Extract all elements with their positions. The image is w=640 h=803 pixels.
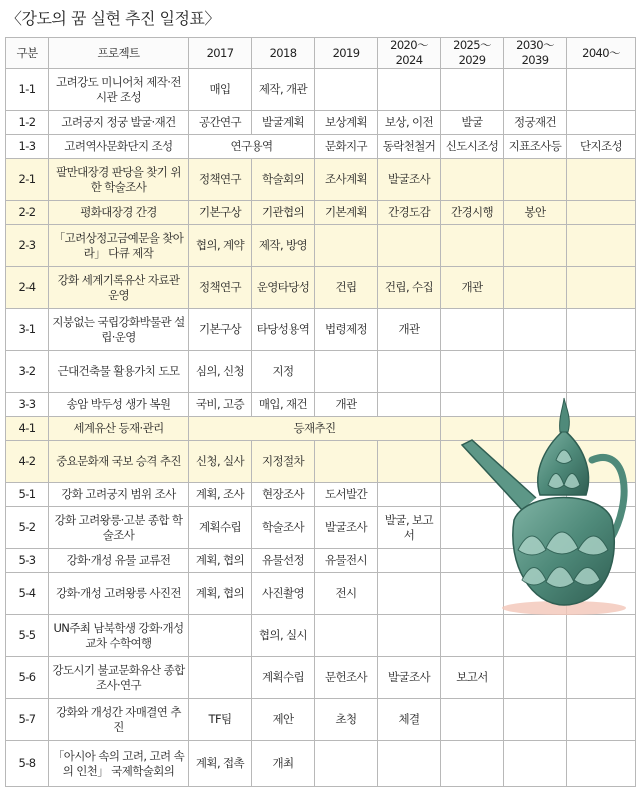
table-row xyxy=(6,111,636,135)
schedule-cell xyxy=(315,69,378,111)
table-row xyxy=(6,393,636,417)
schedule-cell: 기본구상 xyxy=(189,309,252,351)
header-cell: 2040～ xyxy=(567,38,636,69)
project-name: 강화와 개성간 자매결연 추진 xyxy=(49,699,189,741)
schedule-cell xyxy=(315,225,378,267)
schedule-cell: 문헌조사 xyxy=(315,657,378,699)
schedule-cell xyxy=(441,507,504,549)
schedule-cell: 발굴조사 xyxy=(315,507,378,549)
spanning-cell: 연구용역 xyxy=(189,135,315,159)
schedule-cell xyxy=(441,615,504,657)
schedule-cell xyxy=(378,615,441,657)
schedule-cell xyxy=(315,615,378,657)
schedule-cell: 정책연구 xyxy=(189,159,252,201)
schedule-cell: 개관 xyxy=(315,393,378,417)
header-cell: 2025～2029 xyxy=(441,38,504,69)
schedule-cell: 기본계획 xyxy=(315,201,378,225)
header-cell: 프로젝트 xyxy=(49,38,189,69)
schedule-cell xyxy=(567,351,636,393)
schedule-cell xyxy=(504,615,567,657)
schedule-cell xyxy=(441,573,504,615)
project-name: 세계유산 등재·관리 xyxy=(49,417,189,441)
table-row xyxy=(6,741,636,787)
schedule-cell: 심의, 신청 xyxy=(189,351,252,393)
project-name: 중요문화재 국보 승격 추진 xyxy=(49,441,189,483)
table-row xyxy=(6,309,636,351)
schedule-cell: 보상계획 xyxy=(315,111,378,135)
project-name: 강화 고려왕릉·고분 종합 학술조사 xyxy=(49,507,189,549)
project-name: 팔만대장경 판당을 찾기 위한 학술조사 xyxy=(49,159,189,201)
schedule-cell xyxy=(189,615,252,657)
schedule-cell: 초청 xyxy=(315,699,378,741)
row-id: 5-7 xyxy=(6,699,49,741)
project-name: 강도시기 불교문화유산 종합 조사·연구 xyxy=(49,657,189,699)
project-name: 강화 고려궁지 범위 조사 xyxy=(49,483,189,507)
schedule-cell: 운영타당성 xyxy=(252,267,315,309)
schedule-cell xyxy=(567,111,636,135)
table-row xyxy=(6,657,636,699)
schedule-cell xyxy=(441,225,504,267)
schedule-cell xyxy=(378,393,441,417)
row-id: 5-6 xyxy=(6,657,49,699)
schedule-cell xyxy=(567,267,636,309)
schedule-cell xyxy=(504,549,567,573)
schedule-cell: 유물선정 xyxy=(252,549,315,573)
schedule-cell: 조사계획 xyxy=(315,159,378,201)
table-row xyxy=(6,159,636,201)
schedule-cell xyxy=(441,159,504,201)
schedule-cell xyxy=(504,351,567,393)
header-cell: 구분 xyxy=(6,38,49,69)
table-row xyxy=(6,135,636,159)
schedule-cell: 체결 xyxy=(378,699,441,741)
schedule-cell: 전시 xyxy=(315,573,378,615)
schedule-cell: 제작, 개관 xyxy=(252,69,315,111)
schedule-cell xyxy=(567,483,636,507)
schedule-cell xyxy=(441,69,504,111)
schedule-cell: TF팀 xyxy=(189,699,252,741)
schedule-cell xyxy=(567,159,636,201)
schedule-cell xyxy=(504,417,567,441)
schedule-cell: 학술조사 xyxy=(252,507,315,549)
schedule-cell xyxy=(567,699,636,741)
schedule-cell xyxy=(504,657,567,699)
schedule-cell: 발굴 xyxy=(441,111,504,135)
schedule-cell: 건립, 수집 xyxy=(378,267,441,309)
row-id: 4-1 xyxy=(6,417,49,441)
project-name: 평화대장경 간경 xyxy=(49,201,189,225)
schedule-cell: 동락천철거 xyxy=(378,135,441,159)
row-id: 1-2 xyxy=(6,111,49,135)
row-id: 5-2 xyxy=(6,507,49,549)
project-name: UN주최 남북학생 강화·개성 교차 수학여행 xyxy=(49,615,189,657)
schedule-cell: 제안 xyxy=(252,699,315,741)
schedule-cell: 매입 xyxy=(189,69,252,111)
row-id: 2-3 xyxy=(6,225,49,267)
schedule-cell xyxy=(315,741,378,787)
schedule-cell: 봉안 xyxy=(504,201,567,225)
row-id: 2-1 xyxy=(6,159,49,201)
schedule-cell: 간경시행 xyxy=(441,201,504,225)
schedule-cell: 법령제정 xyxy=(315,309,378,351)
header-cell: 2018 xyxy=(252,38,315,69)
schedule-cell: 매입, 재건 xyxy=(252,393,315,417)
schedule-cell: 사진촬영 xyxy=(252,573,315,615)
schedule-cell: 문화지구 xyxy=(315,135,378,159)
schedule-cell xyxy=(504,507,567,549)
schedule-cell: 학술회의 xyxy=(252,159,315,201)
row-id: 5-5 xyxy=(6,615,49,657)
schedule-cell: 계획수립 xyxy=(189,507,252,549)
project-name: 근대건축물 활용가치 도모 xyxy=(49,351,189,393)
table-row xyxy=(6,615,636,657)
table-row xyxy=(6,483,636,507)
schedule-cell: 건립 xyxy=(315,267,378,309)
schedule-cell xyxy=(441,393,504,417)
schedule-cell xyxy=(441,309,504,351)
table-row xyxy=(6,225,636,267)
table-row xyxy=(6,267,636,309)
schedule-cell: 개최 xyxy=(252,741,315,787)
schedule-cell xyxy=(504,573,567,615)
schedule-table xyxy=(5,37,636,787)
schedule-cell xyxy=(504,159,567,201)
schedule-cell xyxy=(567,201,636,225)
schedule-cell xyxy=(378,483,441,507)
schedule-cell xyxy=(504,69,567,111)
project-name: 강화 세계기록유산 자료관 운영 xyxy=(49,267,189,309)
schedule-cell: 유물전시 xyxy=(315,549,378,573)
schedule-cell xyxy=(567,225,636,267)
schedule-cell xyxy=(504,699,567,741)
schedule-cell xyxy=(378,225,441,267)
schedule-cell xyxy=(567,309,636,351)
row-id: 3-1 xyxy=(6,309,49,351)
schedule-cell xyxy=(504,225,567,267)
row-id: 4-2 xyxy=(6,441,49,483)
project-name: 고려강도 미니어처 제작·전시관 조성 xyxy=(49,69,189,111)
schedule-cell xyxy=(567,441,636,483)
schedule-cell: 정책연구 xyxy=(189,267,252,309)
schedule-cell: 계획, 협의 xyxy=(189,573,252,615)
schedule-cell: 계획수립 xyxy=(252,657,315,699)
header-row xyxy=(6,38,636,69)
schedule-cell: 도서발간 xyxy=(315,483,378,507)
schedule-cell xyxy=(567,573,636,615)
table-row xyxy=(6,417,636,441)
spanning-cell: 등재추진 xyxy=(189,417,441,441)
schedule-cell: 계획, 협의 xyxy=(189,549,252,573)
schedule-cell: 공간연구 xyxy=(189,111,252,135)
schedule-cell xyxy=(378,741,441,787)
schedule-cell xyxy=(378,351,441,393)
schedule-cell xyxy=(315,351,378,393)
schedule-cell xyxy=(441,549,504,573)
row-id: 5-4 xyxy=(6,573,49,615)
table-row xyxy=(6,549,636,573)
schedule-cell: 신청, 실사 xyxy=(189,441,252,483)
schedule-cell xyxy=(567,69,636,111)
schedule-cell xyxy=(567,507,636,549)
row-id: 5-8 xyxy=(6,741,49,787)
schedule-cell xyxy=(378,549,441,573)
schedule-cell xyxy=(567,615,636,657)
project-name: 강화·개성 유물 교류전 xyxy=(49,549,189,573)
schedule-cell xyxy=(504,309,567,351)
schedule-cell: 신도시조성 xyxy=(441,135,504,159)
schedule-cell: 발굴조사 xyxy=(378,657,441,699)
schedule-cell: 기본구상 xyxy=(189,201,252,225)
header-cell: 2020～2024 xyxy=(378,38,441,69)
schedule-cell: 현장조사 xyxy=(252,483,315,507)
table-row xyxy=(6,573,636,615)
row-id: 2-2 xyxy=(6,201,49,225)
schedule-cell: 간경도감 xyxy=(378,201,441,225)
schedule-cell: 보상, 이전 xyxy=(378,111,441,135)
schedule-cell xyxy=(504,393,567,417)
schedule-cell: 발굴조사 xyxy=(378,159,441,201)
schedule-cell xyxy=(378,441,441,483)
row-id: 3-2 xyxy=(6,351,49,393)
row-id: 5-3 xyxy=(6,549,49,573)
page-title: 〈강도의 꿈 실현 추진 일정표〉 xyxy=(6,9,220,28)
row-id: 1-3 xyxy=(6,135,49,159)
project-name: 지붕없는 국립강화박물관 설립·운영 xyxy=(49,309,189,351)
schedule-cell xyxy=(504,441,567,483)
row-id: 1-1 xyxy=(6,69,49,111)
project-name: 강화·개성 고려왕릉 사진전 xyxy=(49,573,189,615)
table-row xyxy=(6,507,636,549)
project-name: 송암 박두성 생가 복원 xyxy=(49,393,189,417)
schedule-cell: 지표조사등 xyxy=(504,135,567,159)
schedule-cell xyxy=(378,573,441,615)
schedule-cell xyxy=(441,441,504,483)
schedule-cell: 발굴, 보고서 xyxy=(378,507,441,549)
schedule-cell: 타당성용역 xyxy=(252,309,315,351)
schedule-cell xyxy=(567,549,636,573)
schedule-cell: 정궁재건 xyxy=(504,111,567,135)
project-name: 「아시아 속의 고려, 고려 속의 인천」 국제학술회의 xyxy=(49,741,189,787)
header-cell: 2017 xyxy=(189,38,252,69)
schedule-cell: 계획, 접촉 xyxy=(189,741,252,787)
table-row xyxy=(6,69,636,111)
schedule-cell xyxy=(567,657,636,699)
row-id: 5-1 xyxy=(6,483,49,507)
schedule-cell: 협의, 계약 xyxy=(189,225,252,267)
schedule-cell: 개관 xyxy=(441,267,504,309)
schedule-cell xyxy=(189,657,252,699)
schedule-cell xyxy=(441,483,504,507)
schedule-cell: 계획, 조사 xyxy=(189,483,252,507)
schedule-cell: 제작, 방영 xyxy=(252,225,315,267)
schedule-cell: 발굴계획 xyxy=(252,111,315,135)
table-row xyxy=(6,201,636,225)
schedule-cell: 기관협의 xyxy=(252,201,315,225)
schedule-cell xyxy=(567,741,636,787)
schedule-cell xyxy=(504,267,567,309)
schedule-cell xyxy=(441,741,504,787)
header-cell: 2030～2039 xyxy=(504,38,567,69)
schedule-cell: 지정 xyxy=(252,351,315,393)
schedule-cell xyxy=(567,417,636,441)
table-row xyxy=(6,441,636,483)
schedule-cell: 보고서 xyxy=(441,657,504,699)
schedule-cell xyxy=(567,393,636,417)
table-row xyxy=(6,699,636,741)
schedule-cell xyxy=(378,69,441,111)
schedule-cell xyxy=(504,741,567,787)
schedule-cell: 단지조성 xyxy=(567,135,636,159)
row-id: 2-4 xyxy=(6,267,49,309)
schedule-cell xyxy=(441,417,504,441)
project-name: 「고려상정고금예문을 찾아라」 다큐 제작 xyxy=(49,225,189,267)
project-name: 고려궁지 정궁 발굴·재건 xyxy=(49,111,189,135)
schedule-cell xyxy=(441,351,504,393)
row-id: 3-3 xyxy=(6,393,49,417)
table-row xyxy=(6,351,636,393)
schedule-cell: 국비, 고증 xyxy=(189,393,252,417)
schedule-cell: 지정절차 xyxy=(252,441,315,483)
project-name: 고려역사문화단지 조성 xyxy=(49,135,189,159)
schedule-cell xyxy=(441,699,504,741)
schedule-cell: 개관 xyxy=(378,309,441,351)
header-cell: 2019 xyxy=(315,38,378,69)
schedule-cell xyxy=(315,441,378,483)
schedule-cell xyxy=(504,483,567,507)
schedule-cell: 협의, 실시 xyxy=(252,615,315,657)
